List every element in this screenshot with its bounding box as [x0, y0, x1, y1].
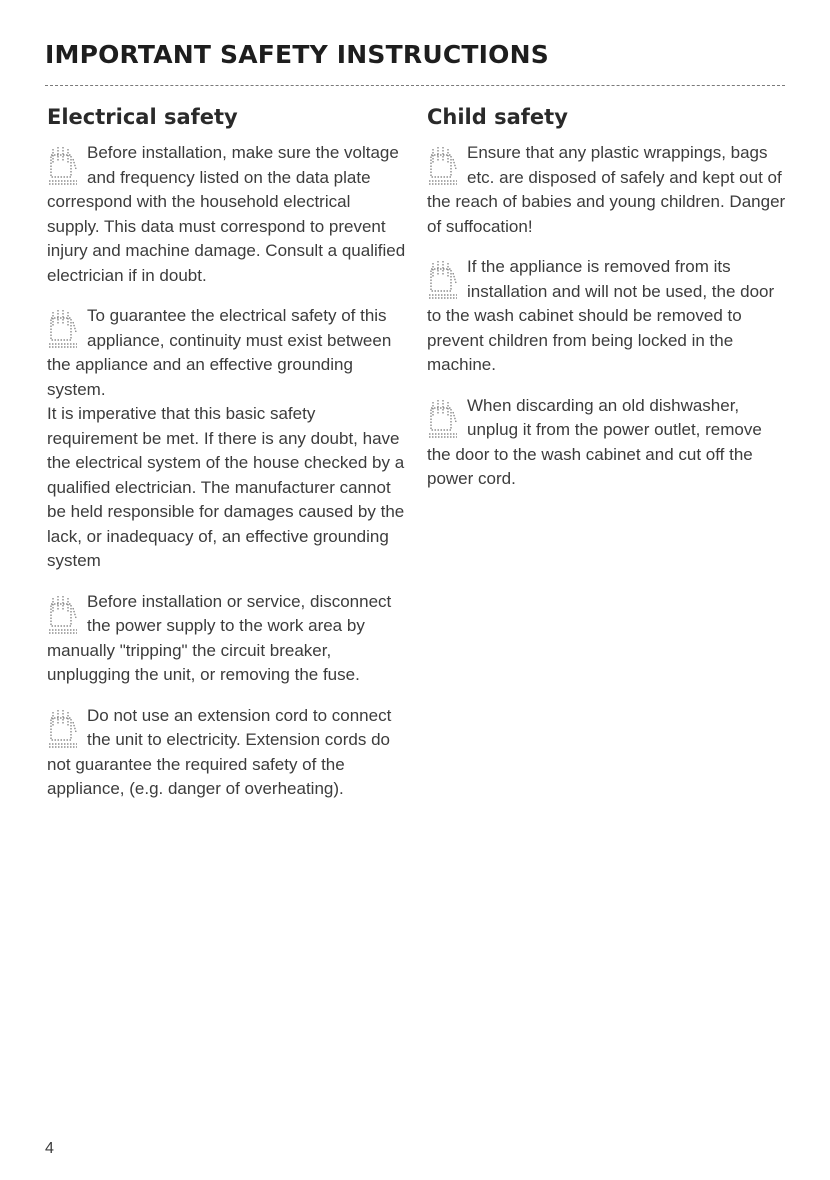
- child-safety-paragraph-2: [427, 255, 787, 378]
- child-safety-section: [427, 105, 787, 508]
- electrical-safety-paragraph-5: [47, 704, 407, 802]
- warning-hand-icon: [47, 308, 79, 350]
- title-divider: [45, 85, 785, 86]
- warning-hand-icon: [47, 594, 79, 636]
- page-title: IMPORTANT SAFETY INSTRUCTIONS: [45, 40, 549, 69]
- paragraph-text: Before installation or service, disconnect the power supply to the work area by manually "tripping" the circuit breaker, unplugging the unit, or removing the fuse.: [47, 591, 392, 684]
- warning-hand-icon: [47, 708, 79, 750]
- paragraph-text: Before installation, make sure the voltage and frequency listed on the data plate correspond with the household electrical supply. This data must correspond to prevent injury and machine damage. Consult a qualified electrician if in doubt.: [47, 143, 406, 285]
- warning-hand-icon: [47, 145, 79, 187]
- warning-hand-icon: [427, 145, 459, 187]
- warning-hand-icon: [427, 259, 459, 301]
- paragraph-text: Ensure that any plastic wrappings, bags etc. are disposed of safely and kept out of the reach of babies and young children. Danger of suffocation!: [427, 143, 786, 236]
- paragraph-text: Do not use an extension cord to connect the unit to electricity. Extension cords do not guarantee the required safety of the appliance, (e.g. danger of overheating).: [47, 705, 392, 798]
- electrical-safety-paragraph-1: [47, 141, 407, 288]
- electrical-safety-paragraph-3: It is imperative that this basic safety requirement be met. If there is any doubt, have the electrical system of the house checked by a qualified electrician. The manufacturer cannot be held responsible for damages caused by the lack, or inadequacy of, an effective grounding system: [47, 404, 405, 570]
- warning-hand-icon: [427, 398, 459, 440]
- child-safety-paragraph-3: [427, 394, 787, 492]
- page-number: 4: [45, 1140, 54, 1157]
- electrical-safety-paragraph-2: [47, 304, 407, 402]
- paragraph-text: To guarantee the electrical safety of this appliance, continuity must exist between the appliance and an effective grounding system.: [47, 306, 392, 399]
- electrical-safety-paragraph-4: [47, 590, 407, 688]
- paragraph-text: If the appliance is removed from its installation and will not be used, the door to the wash cabinet should be removed to prevent children from being locked in the machine.: [427, 257, 775, 374]
- electrical-safety-section: [47, 105, 407, 818]
- paragraph-text: When discarding an old dishwasher, unplug it from the power outlet, remove the door to the wash cabinet and cut off the power cord.: [427, 395, 762, 488]
- electrical-safety-heading: Electrical safety: [47, 105, 238, 129]
- child-safety-paragraph-1: [427, 141, 787, 239]
- child-safety-heading: Child safety: [427, 105, 568, 129]
